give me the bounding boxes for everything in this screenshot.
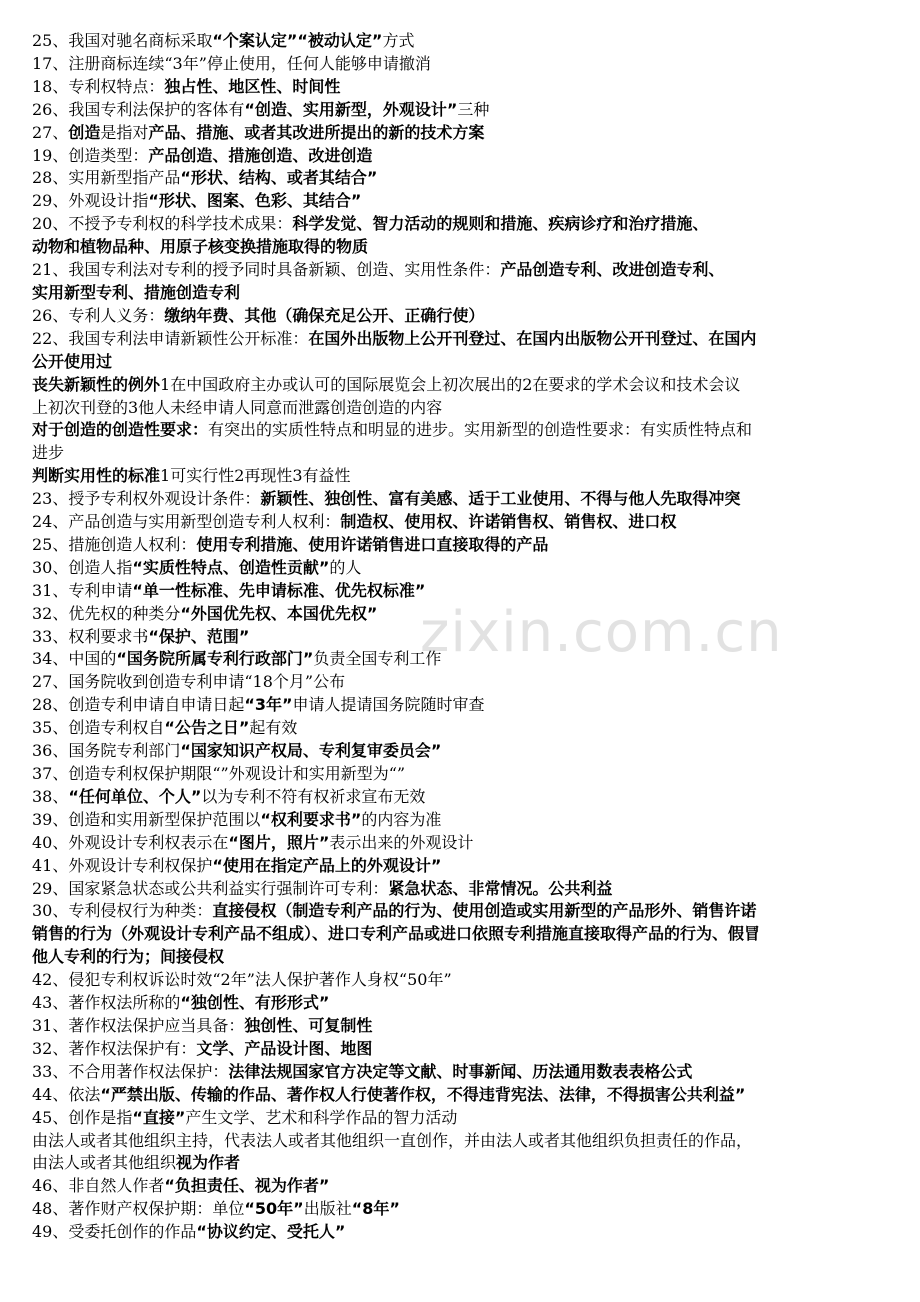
text-line xyxy=(32,167,878,190)
bold-segment: “形状、图案、色彩、其结合” xyxy=(148,191,362,211)
text-line xyxy=(32,1221,878,1244)
bold-segment: 判断实用性的标准 xyxy=(32,466,161,486)
text-segment: 32、优先权的种类分 xyxy=(32,603,181,623)
text-segment: 33、权利要求书 xyxy=(32,626,149,646)
text-line xyxy=(32,946,878,969)
text-line xyxy=(32,328,878,351)
text-segment: 方式 xyxy=(382,31,415,50)
text-segment: 有突出的实质性特点和明显的进步。实用新型的创造性要求：有实质性特点和 xyxy=(208,420,753,440)
bold-segment: “独创性、有形形式” xyxy=(180,993,330,1013)
text-segment: 的内容为准 xyxy=(361,809,442,829)
text-line xyxy=(32,992,878,1015)
text-line xyxy=(32,855,878,878)
text-segment: 上初次刊登的3他人未经申请人同意而泄露创造创造的内容 xyxy=(32,397,443,417)
text-segment: 由法人或者其他组织主持，代表法人或者其他组织一直创作，并由法人或者其他组织负担责任的作品， xyxy=(32,1130,753,1150)
bold-segment: “图片，照片” xyxy=(228,832,330,852)
text-line xyxy=(32,236,878,259)
text-segment: 29、外观设计指 xyxy=(32,191,149,211)
bold-segment: 产品、措施、或者其改进所提出的新的技术方案 xyxy=(148,122,485,142)
text-segment: 申请人提请国务院随时审查 xyxy=(292,695,485,715)
text-segment: 31、专利申请 xyxy=(32,580,133,600)
text-line xyxy=(32,374,878,397)
text-segment: 28、实用新型指产品 xyxy=(32,168,181,188)
text-segment: 40、外观设计专利权表示在 xyxy=(32,832,229,852)
text-line xyxy=(32,442,878,465)
bold-segment: 缴纳年费、其他（确保充足公开、正确行使） xyxy=(164,305,485,325)
bold-segment: “任何单位、个人” xyxy=(68,786,202,806)
text-segment: 以为专利不符有权祈求宣布无效 xyxy=(201,786,426,806)
text-line xyxy=(32,1107,878,1130)
text-line xyxy=(32,351,878,374)
text-segment: 44、依法 xyxy=(32,1084,101,1104)
text-segment: 负责全国专利工作 xyxy=(313,649,442,669)
text-segment: 35、创造专利权自 xyxy=(32,718,165,738)
bold-segment: 独创性、可复制性 xyxy=(244,1015,373,1035)
bold-segment: 创造 xyxy=(68,122,101,142)
bold-segment: 直接侵权（制造专利产品的行为、使用创造或实用新型的产品形外、销售许诺 xyxy=(212,901,757,921)
text-line xyxy=(32,763,878,786)
text-segment: 43、著作权法所称的 xyxy=(32,993,181,1013)
watermark: zixin.com.cn xyxy=(420,600,783,665)
bold-segment: “8年” xyxy=(351,1199,400,1219)
text-line xyxy=(32,580,878,603)
text-line xyxy=(32,397,878,420)
bold-segment: “个案认定”“被动认定” xyxy=(212,31,383,50)
bold-segment: 科学发觉、智力活动的规则和措施、疾病诊疗和治疗措施、 xyxy=(292,214,709,234)
text-line xyxy=(32,511,878,534)
text-segment: 25、我国对驰名商标采取 xyxy=(32,31,213,50)
bold-segment: 新颖性、独创性、富有美感、适于工业使用、不得与他人先取得冲突 xyxy=(260,489,741,509)
text-line xyxy=(32,419,878,442)
text-segment: 进步 xyxy=(32,443,65,463)
bold-segment: “严禁出版、传输的作品、著作权人行使著作权，不得违背宪法、法律，不得损害公共利益” xyxy=(100,1084,746,1104)
text-line xyxy=(32,878,878,901)
bold-segment: “3年” xyxy=(244,695,293,715)
text-line xyxy=(32,1152,878,1175)
text-segment: 30、创造人指 xyxy=(32,557,133,577)
bold-segment: “权利要求书” xyxy=(260,809,362,829)
text-segment: 24、产品创造与实用新型创造专利人权利： xyxy=(32,512,341,532)
text-line xyxy=(32,717,878,740)
text-segment: 33、不合用著作权法保护： xyxy=(32,1061,229,1081)
text-line xyxy=(32,900,878,923)
bold-segment: “国家知识产权局、专利复审委员会” xyxy=(180,741,442,761)
text-segment: 1在中国政府主办或认可的国际展览会上初次展出的2在要求的学术会议和技术会议 xyxy=(160,374,741,394)
text-line xyxy=(32,145,878,168)
text-segment: 39、创造和实用新型保护范围以 xyxy=(32,809,261,829)
text-segment: 28、创造专利申请自申请日起 xyxy=(32,695,245,715)
bold-segment: 公开使用过 xyxy=(32,351,113,371)
bold-segment: 在国外出版物上公开刊登过、在国内出版物公开刊登过、在国内 xyxy=(308,328,757,348)
text-segment: 42、侵犯专利权诉讼时效“2年”法人保护著作人身权“50年” xyxy=(32,970,452,990)
bold-segment: “创造、实用新型，外观设计” xyxy=(244,99,458,119)
text-segment: 由法人或者其他组织 xyxy=(32,1153,177,1173)
text-segment: 表示出来的外观设计 xyxy=(329,832,474,852)
text-segment: 49、受委托创作的作品 xyxy=(32,1222,197,1242)
text-line xyxy=(32,1084,878,1107)
text-line xyxy=(32,282,878,305)
text-line xyxy=(32,465,878,488)
text-segment: 31、著作权法保护应当具备： xyxy=(32,1015,245,1035)
bold-segment: 独占性、地区性、时间性 xyxy=(164,76,341,96)
bold-segment: 使用专利措施、使用许诺销售进口直接取得的产品 xyxy=(196,534,549,554)
text-segment: 36、国务院专利部门 xyxy=(32,741,181,761)
text-segment: 22、我国专利法申请新颖性公开标准： xyxy=(32,328,309,348)
text-line xyxy=(32,557,878,580)
text-line xyxy=(32,923,878,946)
text-segment: 是指对 xyxy=(100,122,149,142)
text-line xyxy=(32,1175,878,1198)
text-segment: 26、我国专利法保护的客体有 xyxy=(32,99,245,119)
text-segment: 29、国家紧急状态或公共利益实行强制许可专利： xyxy=(32,878,389,898)
text-line xyxy=(32,1130,878,1153)
text-segment: 25、措施创造人权利： xyxy=(32,534,197,554)
bold-segment: 产品创造专利、改进创造专利、 xyxy=(500,260,725,280)
text-line xyxy=(32,1015,878,1038)
text-line xyxy=(32,122,878,145)
text-segment: 19、创造类型： xyxy=(32,145,149,165)
bold-segment: 紧急状态、非常情况。公共利益 xyxy=(388,878,613,898)
text-line xyxy=(32,969,878,992)
text-line xyxy=(32,694,878,717)
text-segment: 23、授予专利权外观设计条件： xyxy=(32,489,261,509)
text-segment: 的人 xyxy=(329,557,362,577)
text-segment: 20、不授予专利权的科学技术成果： xyxy=(32,214,293,234)
text-line xyxy=(32,30,878,53)
bold-segment: “外国优先权、本国优先权” xyxy=(180,603,378,623)
text-segment: 26、专利人义务： xyxy=(32,305,165,325)
text-line xyxy=(32,626,878,649)
text-segment: 32、著作权法保护有： xyxy=(32,1038,197,1058)
bold-segment: “单一性标准、先申请标准、优先权标准” xyxy=(132,580,426,600)
text-line xyxy=(32,603,878,626)
text-line xyxy=(32,809,878,832)
text-line xyxy=(32,213,878,236)
text-line xyxy=(32,1198,878,1221)
text-segment: 27、国务院收到创造专利申请“18个月”公布 xyxy=(32,672,346,692)
text-segment: 17、注册商标连续“3年”停止使用，任何人能够申请撤消 xyxy=(32,53,431,73)
bold-segment: 实用新型专利、措施创造专利 xyxy=(32,282,241,302)
bold-segment: “负担责任、视为作者” xyxy=(164,1176,330,1196)
bold-segment: “协议约定、受托人” xyxy=(196,1222,346,1242)
bold-segment: 他人专利的行为；间接侵权 xyxy=(32,947,225,967)
bold-segment: “50年” xyxy=(244,1199,304,1219)
text-segment: 30、专利侵权行为种类： xyxy=(32,901,213,921)
text-line xyxy=(32,740,878,763)
text-segment: 18、专利权特点： xyxy=(32,76,165,96)
text-line xyxy=(32,534,878,557)
bold-segment: 制造权、使用权、许诺销售权、销售权、进口权 xyxy=(340,512,677,532)
bold-segment: 视为作者 xyxy=(176,1153,241,1173)
text-segment: 起有效 xyxy=(249,718,298,738)
text-segment: 38、 xyxy=(32,786,69,806)
text-segment: 41、外观设计专利权保护 xyxy=(32,855,213,875)
bold-segment: 法律法规国家官方决定等文献、时事新闻、历法通用数表表格公式 xyxy=(228,1061,693,1081)
text-segment: 产生文学、艺术和科学作品的智力活动 xyxy=(185,1107,458,1127)
text-segment: 34、中国的 xyxy=(32,649,117,669)
text-line xyxy=(32,648,878,671)
bold-segment: “直接” xyxy=(132,1107,186,1127)
text-line xyxy=(32,76,878,99)
bold-segment: “国务院所属专利行政部门” xyxy=(116,649,314,669)
bold-segment: 文学、产品设计图、地图 xyxy=(196,1038,373,1058)
text-segment: 48、著作财产权保护期：单位 xyxy=(32,1199,245,1219)
text-line xyxy=(32,259,878,282)
bold-segment: 丧失新颖性的例外 xyxy=(32,374,161,394)
bold-segment: “形状、结构、或者其结合” xyxy=(180,168,378,188)
bold-segment: “实质性特点、创造性贡献” xyxy=(132,557,330,577)
text-line xyxy=(32,1061,878,1084)
document-body xyxy=(32,30,878,1244)
bold-segment: “使用在指定产品上的外观设计” xyxy=(212,855,442,875)
text-segment: 三种 xyxy=(457,99,490,119)
text-line xyxy=(32,1038,878,1061)
text-segment: 21、我国专利法对专利的授予同时具备新颖、创造、实用性条件： xyxy=(32,260,501,280)
text-line xyxy=(32,488,878,511)
text-line xyxy=(32,305,878,328)
bold-segment: 产品创造、措施创造、改进创造 xyxy=(148,145,373,165)
text-segment: 46、非自然人作者 xyxy=(32,1176,165,1196)
text-line xyxy=(32,53,878,76)
text-segment: 37、创造专利权保护期限“”外观设计和实用新型为“” xyxy=(32,764,406,783)
text-line xyxy=(32,99,878,122)
text-line xyxy=(32,786,878,809)
bold-segment: 动物和植物品种、用原子核变换措施取得的物质 xyxy=(32,237,369,257)
text-line xyxy=(32,832,878,855)
text-segment: 45、创作是指 xyxy=(32,1107,133,1127)
text-segment: 1可实行性2再现性3有益性 xyxy=(160,466,351,486)
bold-segment: “公告之日” xyxy=(164,718,250,738)
text-segment: 出版社 xyxy=(303,1199,352,1219)
bold-segment: “保护、范围” xyxy=(148,626,250,646)
bold-segment: 对于创造的创造性要求： xyxy=(32,420,209,440)
text-line xyxy=(32,671,878,694)
text-line xyxy=(32,190,878,213)
text-segment: 27、 xyxy=(32,122,69,142)
bold-segment: 销售的行为（外观设计专利产品不组成）、进口专利产品或进口依照专利措施直接取得产品的行为、假冒 xyxy=(32,924,761,944)
